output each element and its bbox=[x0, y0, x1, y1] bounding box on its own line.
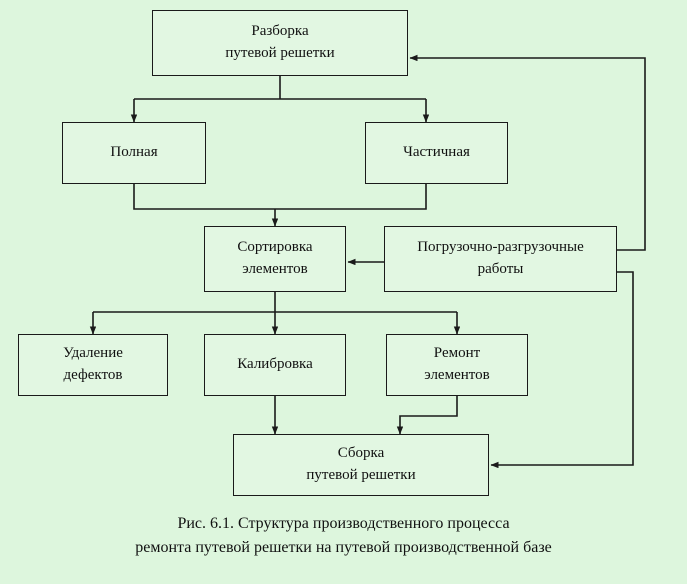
figure-caption bbox=[0, 512, 687, 560]
node-disassembly-line2: путевой решетки bbox=[225, 45, 335, 61]
node-repair-line2: элементов bbox=[424, 367, 490, 383]
node-assembly-line1: Сборка bbox=[337, 445, 385, 462]
node-assembly-line2: путевой решетки bbox=[306, 467, 416, 483]
node-partial bbox=[365, 122, 508, 184]
node-loading bbox=[384, 226, 617, 292]
node-defects-line2: дефектов bbox=[63, 367, 123, 383]
node-disassembly bbox=[152, 10, 408, 76]
node-calibration-line1: Калибровка bbox=[237, 356, 313, 373]
node-partial-line1: Частичная bbox=[403, 144, 470, 161]
node-calibration bbox=[204, 334, 346, 396]
node-sorting-line2: элементов bbox=[242, 261, 308, 277]
edge-repair-assembly bbox=[400, 396, 457, 434]
node-full-line1: Полная bbox=[110, 144, 158, 161]
figure-caption-line1: Рис. 6.1. Структура производственного процесса bbox=[177, 515, 510, 532]
edge-full-sorting bbox=[134, 184, 275, 209]
node-defects-line1: Удаление bbox=[63, 345, 123, 362]
node-defects bbox=[18, 334, 168, 396]
node-repair bbox=[386, 334, 528, 396]
node-full bbox=[62, 122, 206, 184]
node-assembly bbox=[233, 434, 489, 496]
node-sorting-line1: Сортировка bbox=[237, 239, 313, 256]
figure-caption-line2: ремонта путевой решетки на путевой производственной базе bbox=[135, 539, 552, 556]
node-loading-line1: Погрузочно-разгрузочные bbox=[417, 239, 584, 256]
node-sorting bbox=[204, 226, 346, 292]
edge-partial-sorting bbox=[275, 184, 426, 209]
node-loading-line2: работы bbox=[477, 261, 524, 277]
node-disassembly-line1: Разборка bbox=[251, 23, 309, 40]
node-repair-line1: Ремонт bbox=[433, 345, 481, 362]
